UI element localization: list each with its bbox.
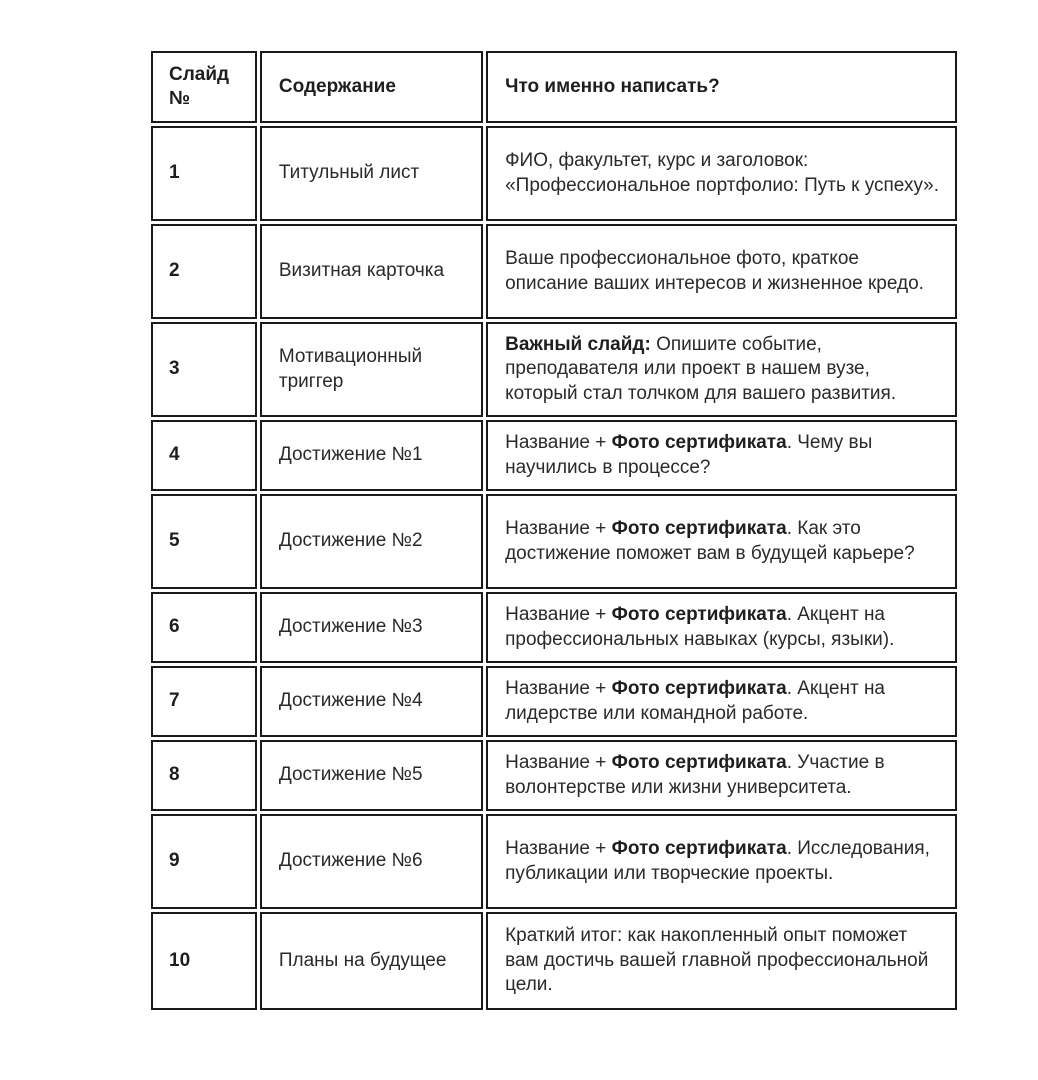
- description-prefix: Название +: [505, 678, 612, 699]
- description-text: . Участие в волонтерстве или жизни университета.: [505, 752, 885, 798]
- table-row: [151, 420, 957, 491]
- slide-description: [486, 224, 957, 319]
- slide-content: Достижение №5: [260, 740, 483, 811]
- header-slide-number: Слайд №: [151, 51, 257, 123]
- slide-number: 2: [151, 224, 257, 319]
- slide-description: [486, 322, 957, 417]
- description-emphasis: Фото сертификата: [611, 838, 787, 859]
- table-header-row: [151, 51, 957, 123]
- description-text: Ваше профессиональное фото, краткое описание ваших интересов и жизненное кредо.: [505, 248, 924, 294]
- description-emphasis: Фото сертификата: [611, 678, 787, 699]
- slide-content: Мотивационный триггер: [260, 322, 483, 417]
- slide-content: Титульный лист: [260, 126, 483, 221]
- slide-number: 6: [151, 592, 257, 663]
- description-prefix: Название +: [505, 432, 612, 453]
- slide-number: 5: [151, 494, 257, 589]
- slide-content: Планы на будущее: [260, 912, 483, 1010]
- header-content: Содержание: [260, 51, 483, 123]
- slide-content: Достижение №6: [260, 814, 483, 909]
- slide-number: 9: [151, 814, 257, 909]
- description-text: Опишите событие, преподавателя или проект в нашем вузе, который стал толчком для вашего развития.: [505, 333, 897, 404]
- slide-number: 10: [151, 912, 257, 1010]
- slide-content: Достижение №4: [260, 666, 483, 737]
- description-text: . Как это достижение поможет вам в будущей карьере?: [505, 518, 915, 564]
- table-row: [151, 494, 957, 589]
- description-text: ФИО, факультет, курс и заголовок: «Профессиональное портфолио: Путь к успеху».: [505, 150, 940, 196]
- slide-number: 3: [151, 322, 257, 417]
- slide-description: [486, 740, 957, 811]
- description-prefix: Название +: [505, 752, 612, 773]
- slide-description: [486, 666, 957, 737]
- table-row: [151, 224, 957, 319]
- table-row: [151, 126, 957, 221]
- slide-content: Достижение №3: [260, 592, 483, 663]
- slides-plan-table: [148, 48, 960, 1013]
- slide-content: Достижение №1: [260, 420, 483, 491]
- description-emphasis: Фото сертификата: [611, 432, 787, 453]
- table-row: [151, 740, 957, 811]
- table-row: [151, 592, 957, 663]
- slide-description: [486, 420, 957, 491]
- description-text: . Исследования, публикации или творческие проекты.: [505, 838, 930, 884]
- slide-description: [486, 126, 957, 221]
- slide-number: 1: [151, 126, 257, 221]
- slide-number: 4: [151, 420, 257, 491]
- table-row: [151, 814, 957, 909]
- slide-description: [486, 592, 957, 663]
- description-emphasis: Фото сертификата: [611, 518, 787, 539]
- slide-description: [486, 912, 957, 1010]
- description-text: . Акцент на лидерстве или командной работе.: [505, 678, 885, 724]
- slide-description: [486, 814, 957, 909]
- description-text: Краткий итог: как накопленный опыт поможет вам достичь вашей главной профессиональной цели.: [505, 925, 929, 996]
- slide-number: 7: [151, 666, 257, 737]
- description-prefix: Название +: [505, 838, 612, 859]
- description-emphasis: Важный слайд:: [505, 333, 651, 355]
- description-text: . Акцент на профессиональных навыках (курсы, языки).: [505, 604, 895, 650]
- description-emphasis: Фото сертификата: [611, 604, 787, 625]
- slide-number: 8: [151, 740, 257, 811]
- header-what-to-write: Что именно написать?: [486, 51, 957, 123]
- description-prefix: Название +: [505, 518, 612, 539]
- slide-content: Визитная карточка: [260, 224, 483, 319]
- slide-description: [486, 494, 957, 589]
- description-text: . Чему вы научились в процессе?: [505, 432, 873, 478]
- slide-content: Достижение №2: [260, 494, 483, 589]
- table-row: [151, 322, 957, 417]
- description-prefix: Название +: [505, 604, 612, 625]
- description-emphasis: Фото сертификата: [611, 752, 787, 773]
- table-row: [151, 666, 957, 737]
- table-row: [151, 912, 957, 1010]
